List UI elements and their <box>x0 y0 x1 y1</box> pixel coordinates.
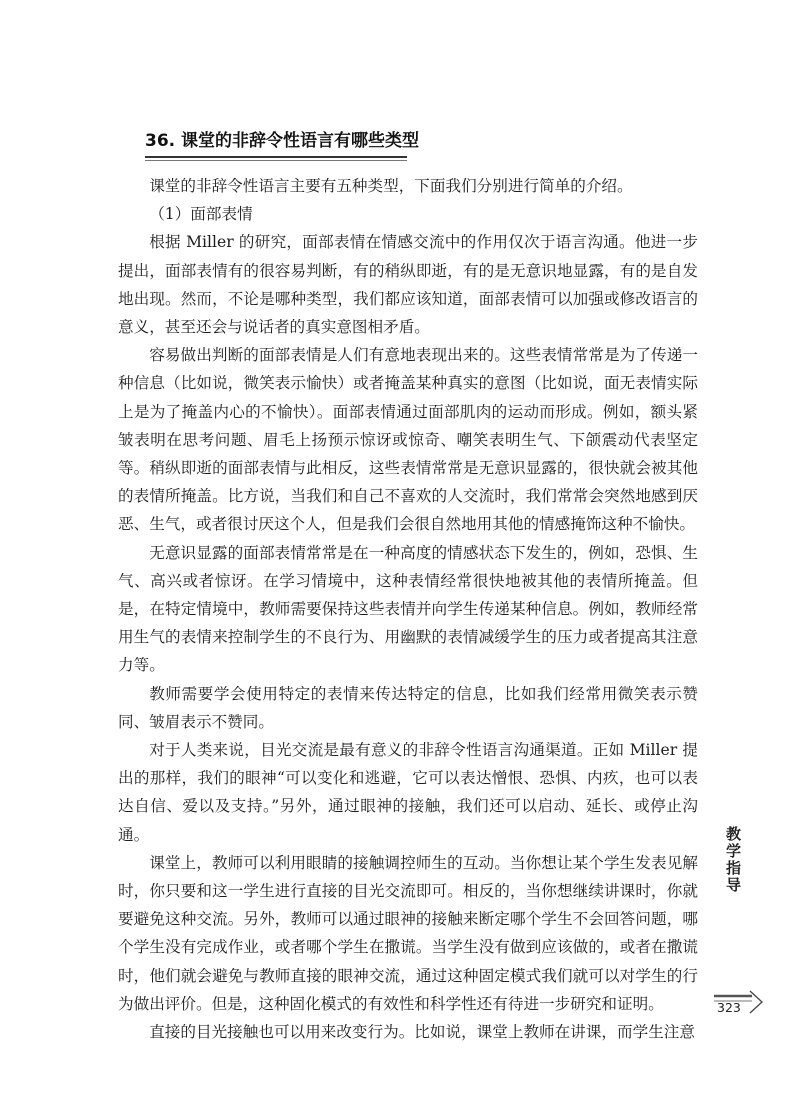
side-section-label: 教学指导 <box>724 826 742 894</box>
paragraph: 教师需要学会使用特定的表情来传达特定的信息，比如我们经常用微笑表示赞同、皱眉表示不赞同。 <box>118 684 698 731</box>
paragraph: 容易做出判断的面部表情是人们有意地表现出来的。这些表情常常是为了传递一种信息（比如说，微笑表示愉快）或者掩盖某种真实的意图（比如说，面无表情实际上是为了掩盖内心的不愉快）。面部表情通过面部肌肉的运动而形成。例如，额头紧皱表明在思考问题、眉毛上扬预示惊讶或惊奇、嘲笑表明生气、下颌震动代表坚定等。稍纵即逝的面部表情与此相反，这些表情常常是无意识显露的，很快就会被其他的表情所掩盖。比方说，当我们和自己不喜欢的人交流时，我们常常会突然地感到厌恶、生气，或者很讨厌这个人，但是我们会很自然地用其他的情感掩饰这种不愉快。 <box>118 346 698 534</box>
page-number: 323 <box>717 1000 741 1015</box>
heading-underline <box>145 160 407 161</box>
paragraph: 课堂上，教师可以利用眼睛的接触调控师生的互动。当你想让某个学生发表见解时，你只要和这一学生进行直接的目光交流即可。相反的，当你想继续讲课时，你就要避免这种交流。另外，教师可以通过眼神的接触来断定哪个学生不会回答问题，哪个学生没有完成作业，或者哪个学生在撒谎。当学生没有做到应该做的，或者在撒谎时，他们就会避免与教师直接的眼神交流，通过这种固定模式我们就可以对学生的行为做出评价。但是，这种固化模式的有效性和科学性还有待进一步研究和证明。 <box>118 853 698 1013</box>
subheading-facial-expression: （1）面部表情 <box>149 205 253 224</box>
paragraph-intro: 课堂的非辞令性语言主要有五种类型，下面我们分别进行简单的介绍。 <box>149 177 633 195</box>
paragraph: 对于人类来说，目光交流是最有意义的非辞令性语言沟通渠道。正如 Miller 提出的那样，我们的眼神“可以变化和逃避，它可以表达憎恨、恐惧、内疚，也可以表达自信、爱以及支持。”另外，通过眼神的接触，我们还可以启动、延长、或停止沟通。 <box>118 741 698 844</box>
paragraph: 根据 Miller 的研究，面部表情在情感交流中的作用仅次于语言沟通。他进一步提出，面部表情有的很容易判断，有的稍纵即逝，有的是无意识地显露，有的是自发地出现。然而，不论是哪种类型，我们都应该知道，面部表情可以加强或修改语言的意义，甚至还会与说话者的真实意图相矛盾。 <box>118 233 698 337</box>
paragraph: 无意识显露的面部表情常常是在一种高度的情感状态下发生的，例如，恐惧、生气、高兴或者惊讶。在学习情境中，这种表情经常很快地被其他的表情所掩盖。但是，在特定情境中，教师需要保持这些表情并向学生传递某种信息。例如，教师经常用生气的表情来控制学生的不良行为、用幽默的表情减缓学生的压力或者提高其注意力等。 <box>118 543 698 675</box>
body-text <box>118 172 698 1046</box>
paragraph: 直接的目光接触也可以用来改变行为。比如说，课堂上教师在讲课，而学生注意 <box>149 1023 695 1042</box>
section-heading: 36. 课堂的非辞令性语言有哪些类型 <box>145 128 407 158</box>
